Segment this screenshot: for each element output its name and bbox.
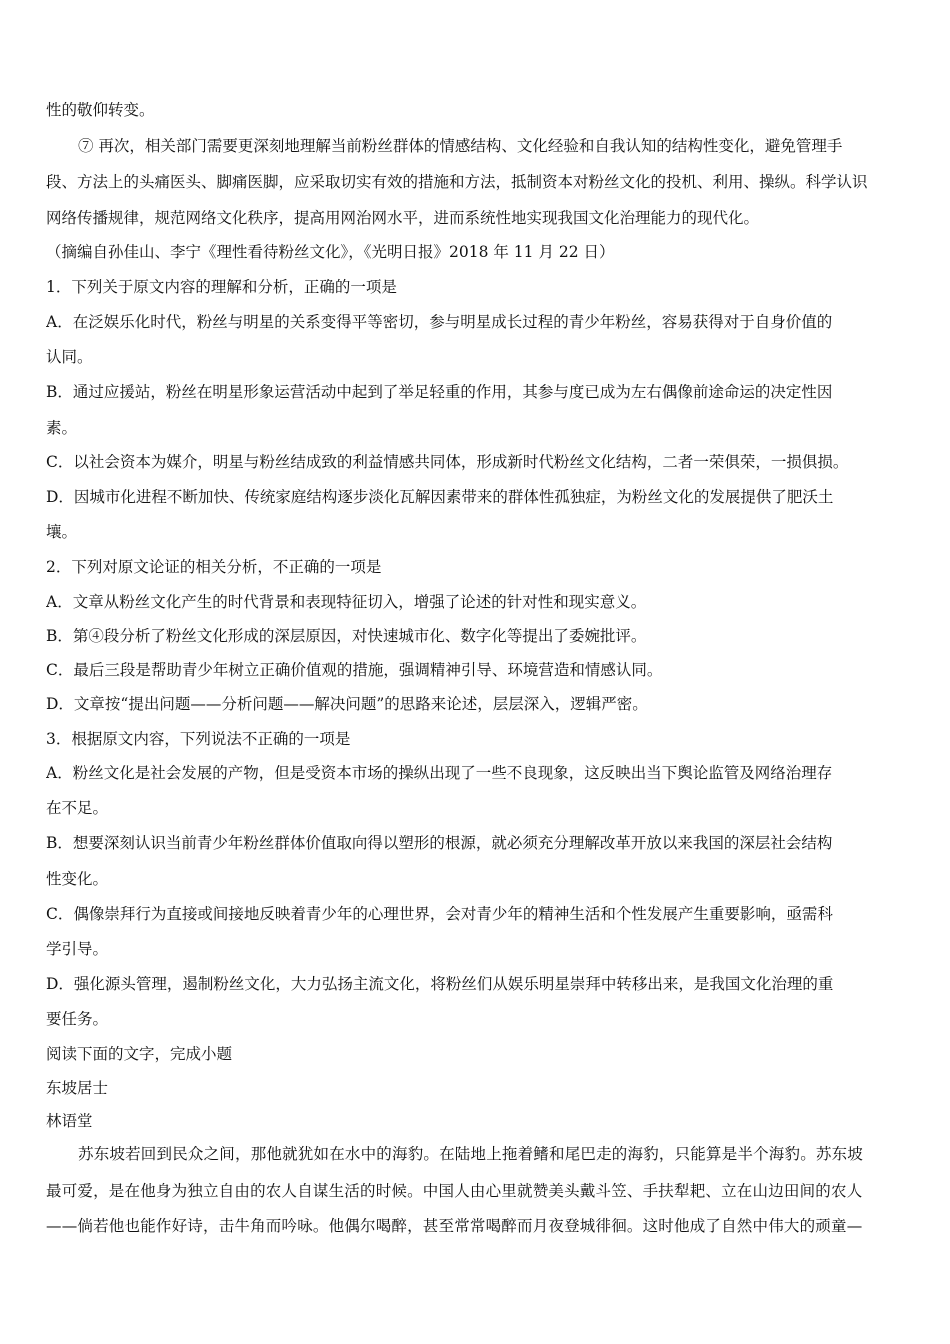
question-1-option-a: A．在泛娱乐化时代，粉丝与明星的关系变得平等密切，参与明星成长过程的青少年粉丝，容易获得对于自身价值的	[46, 313, 833, 331]
question-1-option-a-cont: 认同。	[46, 348, 93, 366]
question-2-option-b: B．第④段分析了粉丝文化形成的深层原因，对快速城市化、数字化等提出了委婉批评。	[46, 627, 647, 645]
article-line-2: 最可爱，是在他身为独立自由的农人自谋生活的时候。中国人由心里就赞美头戴斗笠、手扶犁耙、立在山边田间的农人	[46, 1182, 863, 1200]
article-line-3: ——倘若他也能作好诗，击牛角而吟咏。他偶尔喝醉，甚至常常喝醉而月夜登城徘徊。这时他成了自然中伟大的顽童—	[46, 1217, 863, 1235]
article-title: 东坡居士	[46, 1079, 109, 1097]
question-3-option-a-cont: 在不足。	[46, 799, 109, 817]
paragraph-7-line-2: 段、方法上的头痛医头、脚痛医脚，应采取切实有效的措施和方法，抵制资本对粉丝文化的投机、利用、操纵。科学认识	[46, 173, 868, 191]
question-1-option-b: B．通过应援站，粉丝在明星形象运营活动中起到了举足轻重的作用，其参与度已成为左右偶像前途命运的决定性因	[46, 383, 833, 401]
question-2-option-d: D．文章按“提出问题——分析问题——解决问题”的思路来论述，层层深入，逻辑严密。	[46, 695, 648, 713]
paragraph-7-line-1: ⑦ 再次，相关部门需要更深刻地理解当前粉丝群体的情感结构、文化经验和自我认知的结构性变化，避免管理手	[78, 137, 843, 155]
question-2-option-c: C．最后三段是帮助青少年树立正确价值观的措施，强调精神引导、环境营造和情感认同。	[46, 661, 663, 679]
question-3-option-a: A．粉丝文化是社会发展的产物，但是受资本市场的操纵出现了一些不良现象，这反映出当下舆论监管及网络治理存	[46, 764, 833, 782]
paragraph-7-line-3: 网络传播规律，规范网络文化秩序，提高用网治网水平，进而系统性地实现我国文化治理能力的现代化。	[46, 209, 760, 227]
question-2-option-a: A．文章从粉丝文化产生的时代背景和表现特征切入，增强了论述的针对性和现实意义。	[46, 593, 647, 611]
question-1-option-c: C．以社会资本为媒介，明星与粉丝结成致的利益情感共同体，形成新时代粉丝文化结构，二者一荣俱荣，一损俱损。	[46, 453, 849, 471]
question-1-stem: 1．下列关于原文内容的理解和分析，正确的一项是	[46, 278, 397, 296]
question-3-option-b: B．想要深刻认识当前青少年粉丝群体价值取向得以塑形的根源，就必须充分理解改革开放以来我国的深层社会结构	[46, 834, 833, 852]
question-3-option-b-cont: 性变化。	[46, 870, 109, 888]
question-3-option-d-cont: 要任务。	[46, 1010, 109, 1028]
question-2-stem: 2．下列对原文论证的相关分析，不正确的一项是	[46, 558, 382, 576]
article-author: 林语堂	[46, 1112, 93, 1130]
question-3-option-c: C．偶像崇拜行为直接或间接地反映着青少年的心理世界，会对青少年的精神生活和个性发展产生重要影响，亟需科	[46, 905, 833, 923]
question-3-stem: 3．根据原文内容，下列说法不正确的一项是	[46, 730, 351, 748]
question-3-option-c-cont: 学引导。	[46, 940, 109, 958]
question-1-option-d-cont: 壤。	[46, 523, 78, 541]
question-1-option-b-cont: 素。	[46, 419, 78, 437]
paragraph-end-line: 性的敬仰转变。	[46, 101, 155, 119]
question-3-option-d: D．强化源头管理，遏制粉丝文化，大力弘扬主流文化，将粉丝们从娱乐明星崇拜中转移出来，是我国文化治理的重	[46, 975, 834, 993]
source-note: （摘编自孙佳山、李宁《理性看待粉丝文化》，《光明日报》2018 年 11 月 22 日）	[46, 243, 615, 261]
question-1-option-d: D．因城市化进程不断加快、传统家庭结构逐步淡化瓦解因素带来的群体性孤独症，为粉丝文化的发展提供了肥沃土	[46, 488, 834, 506]
article-line-1: 苏东坡若回到民众之间，那他就犹如在水中的海豹。在陆地上拖着鳍和尾巴走的海豹，只能算是半个海豹。苏东坡	[78, 1145, 864, 1163]
reading-prompt: 阅读下面的文字，完成小题	[46, 1045, 233, 1063]
